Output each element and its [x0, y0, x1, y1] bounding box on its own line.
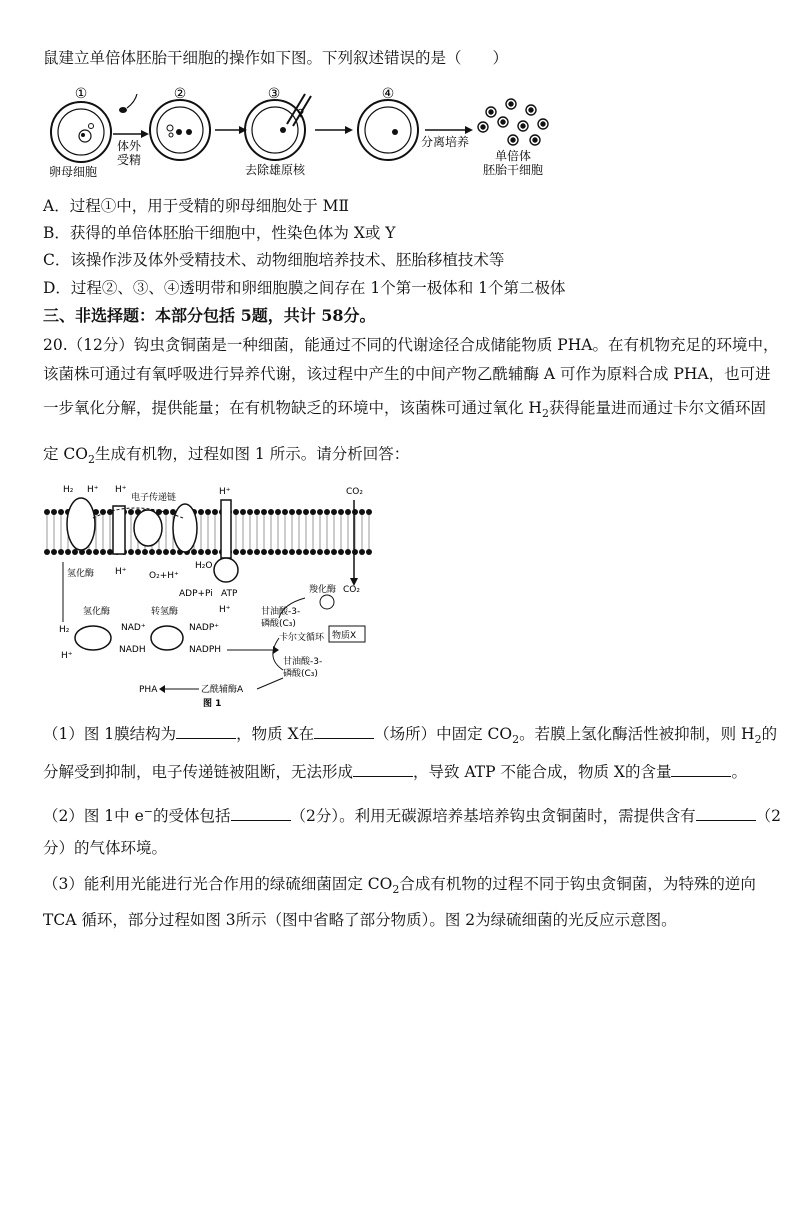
- lipid-head: [331, 549, 337, 555]
- lipid-head: [317, 509, 323, 515]
- figure-1-diagram: [43, 478, 383, 708]
- fig1-hydrogenase: 氢化酶: [67, 569, 95, 579]
- lipid-head: [44, 509, 50, 515]
- atp-synthase-stalk: [221, 500, 231, 558]
- fig1-transhydrogenase: 转氢酶: [151, 607, 179, 617]
- lipid-head: [86, 549, 92, 555]
- fig1-hydrogenase2: 氢化酶: [83, 607, 111, 617]
- haploid-cells-cluster: [478, 99, 548, 145]
- lipid-head: [296, 509, 302, 515]
- lipid-head: [205, 549, 211, 555]
- chain-protein-2: [134, 510, 162, 546]
- q20-line4-b: 生成有机物，过程如图 1 所示。请分析回答：: [95, 445, 410, 463]
- lipid-head: [205, 509, 211, 515]
- answer-blank[interactable]: [671, 762, 731, 777]
- fig1-h2o: H₂O: [195, 561, 213, 571]
- fig1-hplus-4: H⁺: [219, 487, 231, 497]
- sub2-c: （2分）。利用无碳源培养基培养钩虫贪铜菌时，需提供含有: [290, 807, 696, 826]
- fig1-nad: NAD⁺: [121, 623, 146, 633]
- lipid-head: [107, 549, 113, 555]
- culture-label: 分离培养: [420, 135, 470, 149]
- lipid-head: [261, 549, 267, 555]
- egg-cell-1: [51, 102, 111, 162]
- sub1-c: （场所）中固定 CO: [374, 725, 513, 743]
- sub2-a-sup: −: [143, 805, 153, 818]
- sub3-a-sub: 2: [392, 883, 400, 897]
- lipid-head: [324, 509, 330, 515]
- lipid-head: [352, 549, 358, 555]
- chain-protein-1: [113, 506, 125, 554]
- lipid-head: [338, 549, 344, 555]
- answer-blank[interactable]: [231, 806, 291, 821]
- q20-line3-sub: 2: [541, 407, 549, 421]
- lipid-head: [212, 509, 218, 515]
- sub2-d: （2: [755, 807, 781, 826]
- lipid-head: [240, 549, 246, 555]
- sub3-a: （3）能利用光能进行光合作用的绿硫细菌固定 CO: [43, 875, 393, 893]
- cells-label-1: 单倍体: [494, 149, 532, 163]
- lipid-head: [289, 509, 295, 515]
- lipid-head: [268, 549, 274, 555]
- lipid-head: [310, 549, 316, 555]
- lipid-head: [233, 549, 239, 555]
- lipid-head: [72, 549, 78, 555]
- sub2-line1: [43, 802, 781, 826]
- fig1-g3p-b1: 甘油酸-3-: [283, 657, 323, 667]
- fig1-electron-chain: 电子传递链: [131, 493, 177, 503]
- lipid-head: [163, 549, 169, 555]
- procedure-figure: [43, 82, 563, 182]
- q20-line3-b: 获得能量进而通过卡尔文循环固: [548, 399, 766, 417]
- fig1-rubisco: 羧化酶: [309, 585, 337, 595]
- option-c: C．该操作涉及体外受精技术、动物细胞培养技术、胚胎移植技术等: [43, 251, 505, 269]
- lipid-head: [247, 549, 253, 555]
- fert-label-1: 体外: [116, 139, 142, 153]
- fig1-pha: PHA: [139, 685, 158, 695]
- sub1-line1: [43, 724, 777, 750]
- fig1-adp: ADP+Pi: [179, 589, 213, 599]
- fig1-caption: 图 1: [203, 699, 222, 708]
- sub2-line2: 分）的气体环境。: [43, 839, 168, 857]
- rubisco-circle: [320, 595, 334, 609]
- sub3-line2: TCA 循环，部分过程如图 3所示（图中省略了部分物质）。图 2为绿硫细菌的光反应示意图。: [43, 911, 677, 929]
- section-title: 三、非选择题：本部分包括 5题，共计 58分。: [43, 306, 376, 325]
- q20-line3-a: 一步氧化分解，提供能量；在有机物缺乏的环境中，该菌株可通过氧化 H: [43, 399, 542, 417]
- sub1-b: ，物质 X在: [236, 725, 315, 743]
- fig1-g3p-b2: 磷酸(C₃): [283, 669, 318, 679]
- lipid-head: [233, 509, 239, 515]
- lipid-head: [324, 549, 330, 555]
- fig1-hplus-3: H⁺: [115, 567, 127, 577]
- lipid-head: [198, 549, 204, 555]
- fig1-nadp: NADP⁺: [189, 623, 219, 633]
- lipid-head: [149, 549, 155, 555]
- q20-line4-a: 定 CO: [43, 445, 88, 463]
- lipid-head: [366, 509, 372, 515]
- lipid-head: [65, 549, 71, 555]
- fig1-co2-mid: CO₂: [343, 585, 360, 595]
- egg-label: 卵母细胞: [48, 165, 98, 179]
- sub1-line2-b: ，导致 ATP 不能合成，物质 X的含量: [413, 763, 672, 781]
- fig1-h2-left: H₂: [59, 625, 70, 635]
- hydrogenase-protein: [67, 498, 95, 550]
- lipid-head: [58, 549, 64, 555]
- lipid-head: [331, 509, 337, 515]
- lipid-head: [303, 509, 309, 515]
- fig1-calvin: 卡尔文循环: [279, 633, 325, 643]
- lipid-head: [303, 549, 309, 555]
- remove-label: 去除雄原核: [244, 163, 306, 177]
- sub1-c-sub: 2: [512, 733, 520, 747]
- fig1-hplus-1: H⁺: [87, 485, 99, 495]
- option-d: D．过程②、③、④透明带和卵细胞膜之间存在 1个第一极体和 1个第二极体: [43, 279, 566, 297]
- step-label: ③: [267, 86, 281, 102]
- fig1-co2-top: CO₂: [346, 487, 363, 497]
- sub1-line2-a: 分解受到抑制，电子传递链被阻断，无法形成: [43, 763, 354, 781]
- q20-line4-sub: 2: [88, 453, 95, 467]
- sub1-d-sub: 2: [754, 733, 762, 747]
- lipid-head: [191, 549, 197, 555]
- lipid-head: [317, 549, 323, 555]
- fert-label-2: 受精: [116, 153, 142, 167]
- answer-blank[interactable]: [176, 724, 236, 739]
- sub2-a: （2）图 1中 e: [43, 807, 144, 826]
- svg-text:♀: ♀: [297, 108, 305, 119]
- lipid-head: [275, 509, 281, 515]
- fig1-substance-x: 物质X: [332, 631, 357, 641]
- step-label: ②: [173, 86, 187, 102]
- lipid-head: [268, 509, 274, 515]
- lipid-head: [51, 509, 57, 515]
- fig1-h2-top: H₂: [63, 485, 74, 495]
- fig1-o2h: O₂+H⁺: [149, 571, 179, 581]
- fig1-atp: ATP: [221, 589, 238, 599]
- q20-line3: [43, 398, 766, 424]
- q20-line1: 20.（12分）钩虫贪铜菌是一种细菌，能通过不同的代谢途径合成储能物质 PHA。在有机物充足的环境中，: [43, 336, 779, 354]
- lipid-head: [128, 549, 134, 555]
- sub1-line2-c: 。: [731, 763, 747, 781]
- lipid-head: [198, 509, 204, 515]
- lipid-head: [275, 549, 281, 555]
- fig1-g3p-2: 磷酸(C₃): [261, 619, 296, 629]
- sub3-b: 合成有机物的过程不同于钩虫贪铜菌，为特殊的逆向: [399, 875, 756, 893]
- fig1-hplus-5: H⁺: [219, 605, 231, 615]
- question-intro: 鼠建立单倍体胚胎干细胞的操作如下图。下列叙述错误的是（ ）: [43, 49, 509, 67]
- lipid-head: [289, 549, 295, 555]
- lipid-head: [128, 509, 134, 515]
- lipid-head: [282, 549, 288, 555]
- step-label: ④: [381, 86, 395, 102]
- answer-blank[interactable]: [696, 806, 756, 821]
- lipid-head: [212, 549, 218, 555]
- fig1-nadph: NADPH: [189, 645, 222, 655]
- option-b: B．获得的单倍体胚胎干细胞中，性染色体为 X或 Y: [43, 224, 396, 242]
- sub1-d: 。若膜上氢化酶活性被抑制，则 H: [519, 725, 755, 743]
- option-a: A．过程①中，用于受精的卵母细胞处于 MⅡ: [43, 197, 350, 215]
- fig1-hplus-6: H⁺: [61, 651, 73, 661]
- answer-blank[interactable]: [353, 762, 413, 777]
- lipid-head: [44, 549, 50, 555]
- lipid-head: [100, 549, 106, 555]
- lipid-head: [93, 549, 99, 555]
- hydrogenase2-shape: [75, 626, 111, 650]
- q20-line2: 该菌株可通过有氧呼吸进行异养代谢，该过程中产生的中间产物乙酰辅酶 A 可作为原料合成 PHA，也可进: [43, 365, 771, 383]
- sperm-icon: [119, 94, 137, 113]
- lipid-head: [359, 509, 365, 515]
- lipid-head: [296, 549, 302, 555]
- lipid-head: [170, 549, 176, 555]
- lipid-head: [345, 549, 351, 555]
- chain-protein-3: [173, 504, 197, 552]
- lipid-head: [240, 509, 246, 515]
- sub2-b: 的受体包括: [152, 807, 231, 826]
- lipid-head: [254, 549, 260, 555]
- lipid-head: [345, 509, 351, 515]
- atp-synthase-head: [214, 558, 238, 582]
- lipid-head: [352, 509, 358, 515]
- sub1-line2: [43, 762, 747, 782]
- transhydrogenase-shape: [151, 626, 183, 650]
- lipid-head: [51, 549, 57, 555]
- lipid-head: [338, 509, 344, 515]
- lipid-head: [254, 509, 260, 515]
- lipid-head: [261, 509, 267, 515]
- fig1-g3p-1: 甘油酸-3-: [261, 607, 301, 617]
- fig1-hplus-2: H⁺: [115, 485, 127, 495]
- lipid-head: [282, 509, 288, 515]
- egg-cell-4: [358, 100, 418, 160]
- lipid-head: [247, 509, 253, 515]
- answer-blank[interactable]: [314, 724, 374, 739]
- lipid-head: [310, 509, 316, 515]
- egg-cell-2: [150, 100, 210, 160]
- step-label: ①: [74, 86, 88, 102]
- q20-line4: [43, 444, 409, 470]
- egg-cell-3: [245, 94, 311, 160]
- sub1-e: 的: [761, 725, 778, 743]
- lipid-head: [58, 509, 64, 515]
- lipid-head: [156, 549, 162, 555]
- sub1-a: （1）图 1膜结构为: [43, 725, 177, 743]
- cells-label-2: 胚胎干细胞: [482, 163, 544, 177]
- fig1-nadh: NADH: [119, 645, 146, 655]
- lipid-head: [135, 549, 141, 555]
- lipid-head: [366, 549, 372, 555]
- sub3-line1: [43, 874, 756, 900]
- fig1-acetyl: 乙酰辅酶A: [201, 685, 244, 695]
- lipid-head: [142, 549, 148, 555]
- lipid-head: [359, 549, 365, 555]
